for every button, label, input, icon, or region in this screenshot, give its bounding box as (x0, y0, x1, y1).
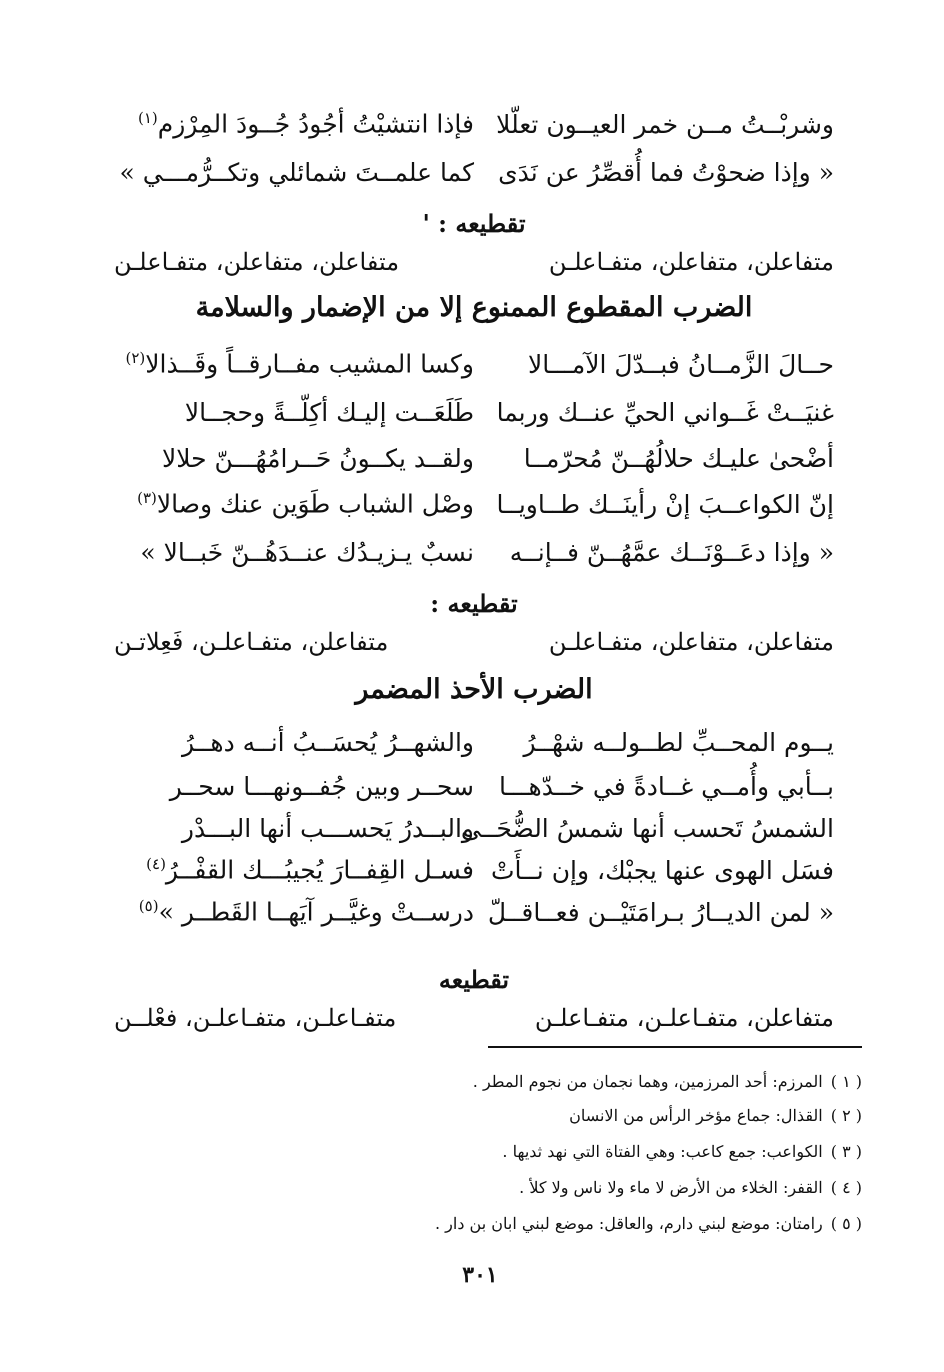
scansion-first: متفاعلن، متفاعلن، متفـاعلـن (548, 248, 834, 276)
verse-first-hemistich: « وإذا دعَــوْنَــك عمَّهُــنّ فــإنــه (509, 537, 834, 567)
verse-line (114, 764, 834, 808)
footnote (382, 1106, 862, 1125)
footnote-marker: (١) (137, 109, 158, 128)
section-heading: الضرب المقطوع الممنوع إلا من الإضمار والسلامة (195, 292, 753, 323)
verse-second-hemistich: والبــدرُ يَحســـب أنها البـــدْر (181, 813, 474, 843)
section-heading: الضرب الأحذ المضمر (355, 674, 593, 705)
verse-line (114, 890, 834, 934)
footnote-marker: (٣) (137, 489, 157, 508)
footnote-number: ( ٢ ) (830, 1106, 862, 1125)
verse-line (114, 342, 834, 386)
verse-first-hemistich: إنّ الكواعــبَ إنْ رأينَــك طــاويــا (496, 489, 834, 519)
scansion-first: متفاعلن، متفـاعلـن، متفـاعلـن (534, 1004, 834, 1032)
verse-second-hemistich: نسبٌ يـزيـدُك عنــدَهُــنّ خَبــالا » (140, 537, 474, 567)
footnote-text: الكواعب: جمع كاعب: وهي الفتاة التي نهد ثديها . (502, 1142, 823, 1161)
scansion-label: تقطيعه : ' (422, 209, 526, 238)
verse-second-hemistich: ولقــد يكــونُ حَــرامُهُـــنّ حلالا (161, 443, 474, 473)
footnote (382, 1214, 862, 1233)
footnote-separator (488, 1046, 862, 1048)
verse-first-hemistich: أضْحىٰ عليـك حلالُهُــنّ مُحرّمــا (523, 443, 834, 473)
verse-first-hemistich: الشمسُ تَحسب أنها شمسُ الضُّحَــى (460, 813, 834, 843)
footnote-number: ( ٥ ) (830, 1214, 862, 1233)
verse-first-hemistich: حــالَ الزَّمــانُ فبــدّلَ الآمـــالا (528, 349, 834, 379)
verse-line (114, 150, 834, 194)
verse-line (114, 436, 834, 480)
footnote-number: ( ١ ) (830, 1072, 862, 1091)
verse-first-hemistich: وشربْــتُ مــن خمر العيــون تعلّلا (496, 109, 834, 139)
scansion-line (114, 998, 834, 1038)
verse-first-hemistich: بــأبي وأُمــي غــادةً في خــدّهـــا (498, 771, 834, 801)
verse-second-hemistich: فسـل القِفــارَ يُجيبُـــك القفْــرُ (165, 855, 474, 885)
verse-second-hemistich: طَلَعَــت إليـك أكِلّــةً وحجــالا (184, 397, 474, 427)
footnote-number: ( ٣ ) (830, 1142, 862, 1161)
verse-line (114, 102, 834, 146)
footnote (382, 1072, 862, 1091)
verse-line (114, 806, 834, 850)
verse-first-hemistich: غنيَــتْ غَــواني الحيِّ عنــك وربما (496, 397, 834, 427)
verse-first-hemistich: فسَل الهوى عنها يجبْك، وإن نــأَتْ (490, 855, 834, 885)
verse-first-hemistich: يــوم المحــبِّ لطــولــه شهْــرُ (523, 727, 834, 757)
scansion-second: متفاعلن، متفاعلن، متفـاعلـن (114, 248, 400, 276)
verse-second-hemistich: سحــر وبين جُفــونهـــا سحــر (169, 771, 474, 801)
footnote-number: ( ٤ ) (830, 1178, 862, 1197)
verse-line (114, 720, 834, 764)
scansion-label: تقطيعه (438, 965, 510, 994)
scansion-line (114, 622, 834, 662)
footnote-text: رامتان: موضع لبني دارم، والعاقل: موضع لبني ابان بن دار . (434, 1214, 823, 1233)
footnote-text: المرزم: أحد المرزمين، وهما نجمان من نجوم المطر . (472, 1072, 823, 1091)
scansion-first: متفاعلن، متفاعلن، متفـاعلـن (548, 628, 834, 656)
verse-line (114, 390, 834, 434)
scansion-line (114, 242, 834, 282)
verse-second-hemistich: وكسا المشيب مفــارقــاً وقَــذالا (145, 349, 474, 379)
verse-second-hemistich: فإذا انتشيْتُ أجُودُ جُــودَ المِرْزم (157, 109, 474, 139)
scansion-second: متفاعلن، متفـاعلـن، فَعِلاتـن (114, 628, 389, 656)
footnote-text: القذال: جماع مؤخر الرأس من الانسان (569, 1106, 823, 1125)
verse-second-hemistich: وصْل الشباب طَوَين عنك وصالا (156, 489, 474, 519)
scansion-label: تقطيعه : (430, 589, 518, 618)
scansion-second: متفـاعلـن، متفـاعلـن، فعْلــن (114, 1004, 397, 1032)
footnote (382, 1142, 862, 1161)
footnote-text: القفر: الخلاء من الأرض لا ماء ولا ناس ولا كلأ . (519, 1178, 823, 1197)
footnote (382, 1178, 862, 1197)
footnote-marker: (٤) (146, 855, 166, 874)
verse-first-hemistich: « لمن الديــارُ بـرامَتَيْــن فعــاقــلّ (487, 897, 834, 927)
verse-second-hemistich: كما علمــتَ شمائلي وتكــرُّمـــي » (119, 157, 474, 187)
verse-line (114, 482, 834, 526)
page-number: ٣٠١ (462, 1262, 498, 1288)
verse-line (114, 530, 834, 574)
verse-second-hemistich: درســتْ وغيَّــر آيَهــا القَطــر » (158, 897, 474, 927)
footnote-marker: (٥) (138, 897, 159, 916)
verse-line (114, 848, 834, 892)
verse-second-hemistich: والشهــرُ يُحسَــبُ أنــه دهــرُ (181, 727, 474, 757)
verse-first-hemistich: « وإذا ضحوْتُ فما أُقصِّرُ عن نَدَى (498, 157, 834, 187)
footnote-marker: (٢) (125, 349, 146, 368)
